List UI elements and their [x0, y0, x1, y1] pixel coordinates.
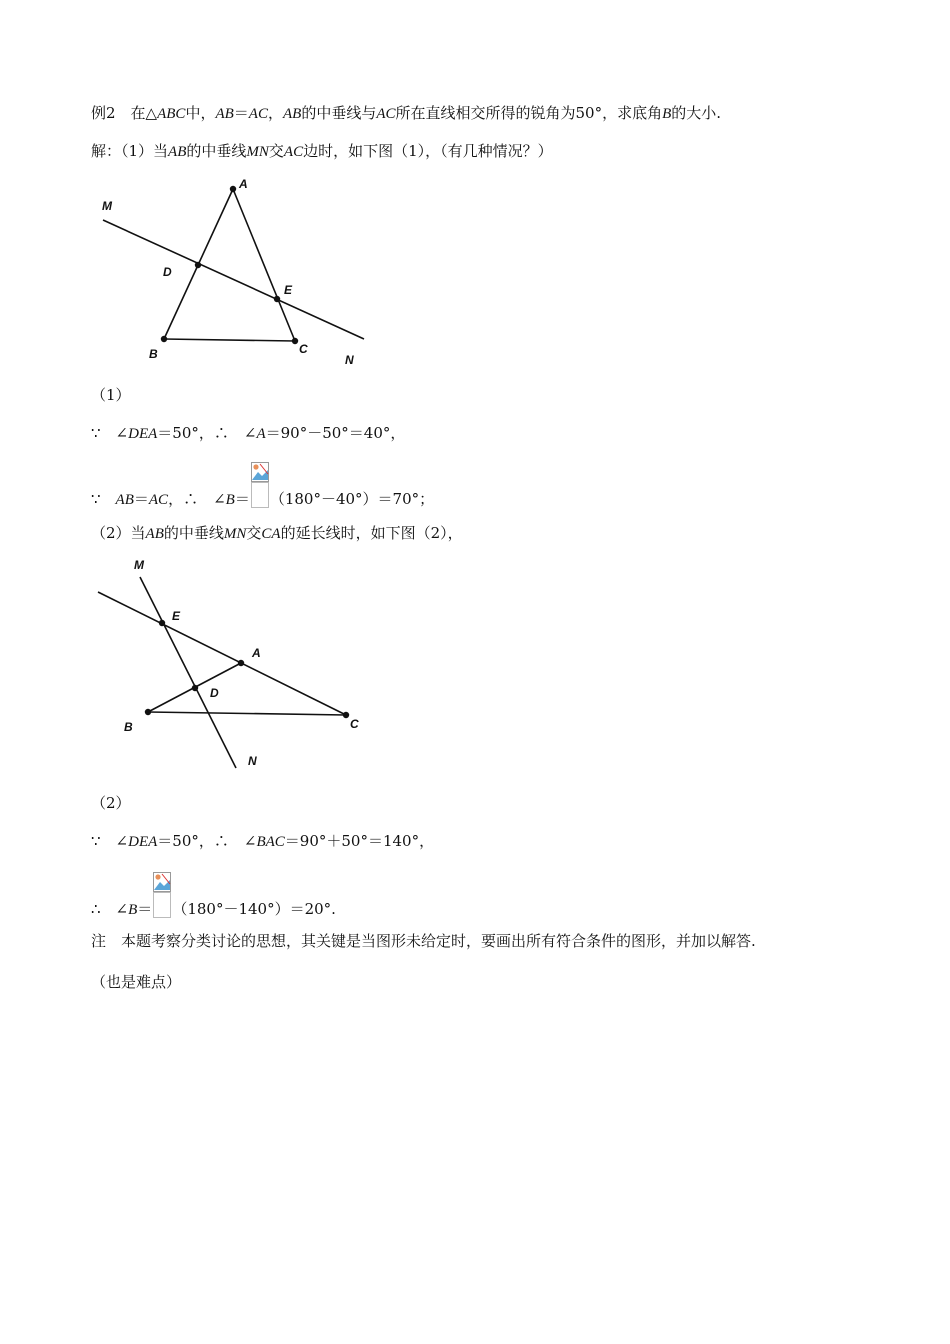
- note-line-1: 注 本题考察分类讨论的思想，其关键是当图形未给定时，要画出所有符合条件的图形，并加以解答.: [91, 932, 756, 950]
- figure-1-caption: （1）: [91, 386, 131, 404]
- label-d: D: [163, 265, 172, 279]
- case2-step1: ∵ ∠DEA＝50°，∴ ∠BAC＝90°＋50°＝140°，: [91, 832, 435, 850]
- segment-bc: [148, 712, 346, 715]
- point-d: [195, 262, 201, 268]
- label-b: B: [124, 720, 133, 734]
- example-statement: 例2 在△ABC中，AB＝AC，AB的中垂线与AC所在直线相交所得的锐角为50°，求底角B的大小.: [91, 104, 722, 122]
- point-d: [192, 685, 198, 691]
- label-c: C: [350, 717, 359, 731]
- figure-2-caption: （2）: [91, 794, 131, 812]
- point-e: [274, 296, 280, 302]
- point-c: [343, 712, 349, 718]
- label-a: A: [239, 177, 248, 191]
- point-a: [238, 660, 244, 666]
- figure-2: [92, 555, 382, 775]
- label-m: M: [134, 558, 144, 572]
- broken-image-icon: [251, 462, 269, 508]
- point-b: [145, 709, 151, 715]
- label-d: D: [210, 686, 219, 700]
- segment-ac: [233, 189, 295, 341]
- label-n: N: [248, 754, 257, 768]
- line-ca-extended: [98, 592, 346, 715]
- case2-step2: ∴ ∠B＝ （180°－140°）＝20°.: [91, 872, 336, 933]
- label-m: M: [102, 199, 112, 213]
- label-c: C: [299, 342, 308, 356]
- line-mn: [103, 220, 364, 339]
- figure-1: [95, 175, 385, 375]
- label-n: N: [345, 353, 354, 367]
- note-line-2: （也是难点）: [91, 973, 182, 991]
- segment-bc: [164, 339, 295, 341]
- label-e: E: [172, 609, 181, 623]
- point-a: [230, 186, 236, 192]
- label-e: E: [284, 283, 293, 297]
- case1-step1: ∵ ∠DEA＝50°，∴ ∠A＝90°－50°＝40°，: [91, 424, 406, 442]
- label-b: B: [149, 347, 158, 361]
- broken-image-icon: [153, 872, 171, 918]
- point-c: [292, 338, 298, 344]
- case2-intro: （2）当AB的中垂线MN交CA的延长线时，如下图（2），: [91, 524, 463, 542]
- point-b: [161, 336, 167, 342]
- case1-step2: ∵ AB＝AC，∴ ∠B＝ （180°－40°）＝70°；: [91, 462, 434, 523]
- label-a: A: [252, 646, 261, 660]
- point-e: [159, 620, 165, 626]
- case1-intro: 解：（1）当AB的中垂线MN交AC边时，如下图（1），（有几种情况？）: [91, 142, 553, 160]
